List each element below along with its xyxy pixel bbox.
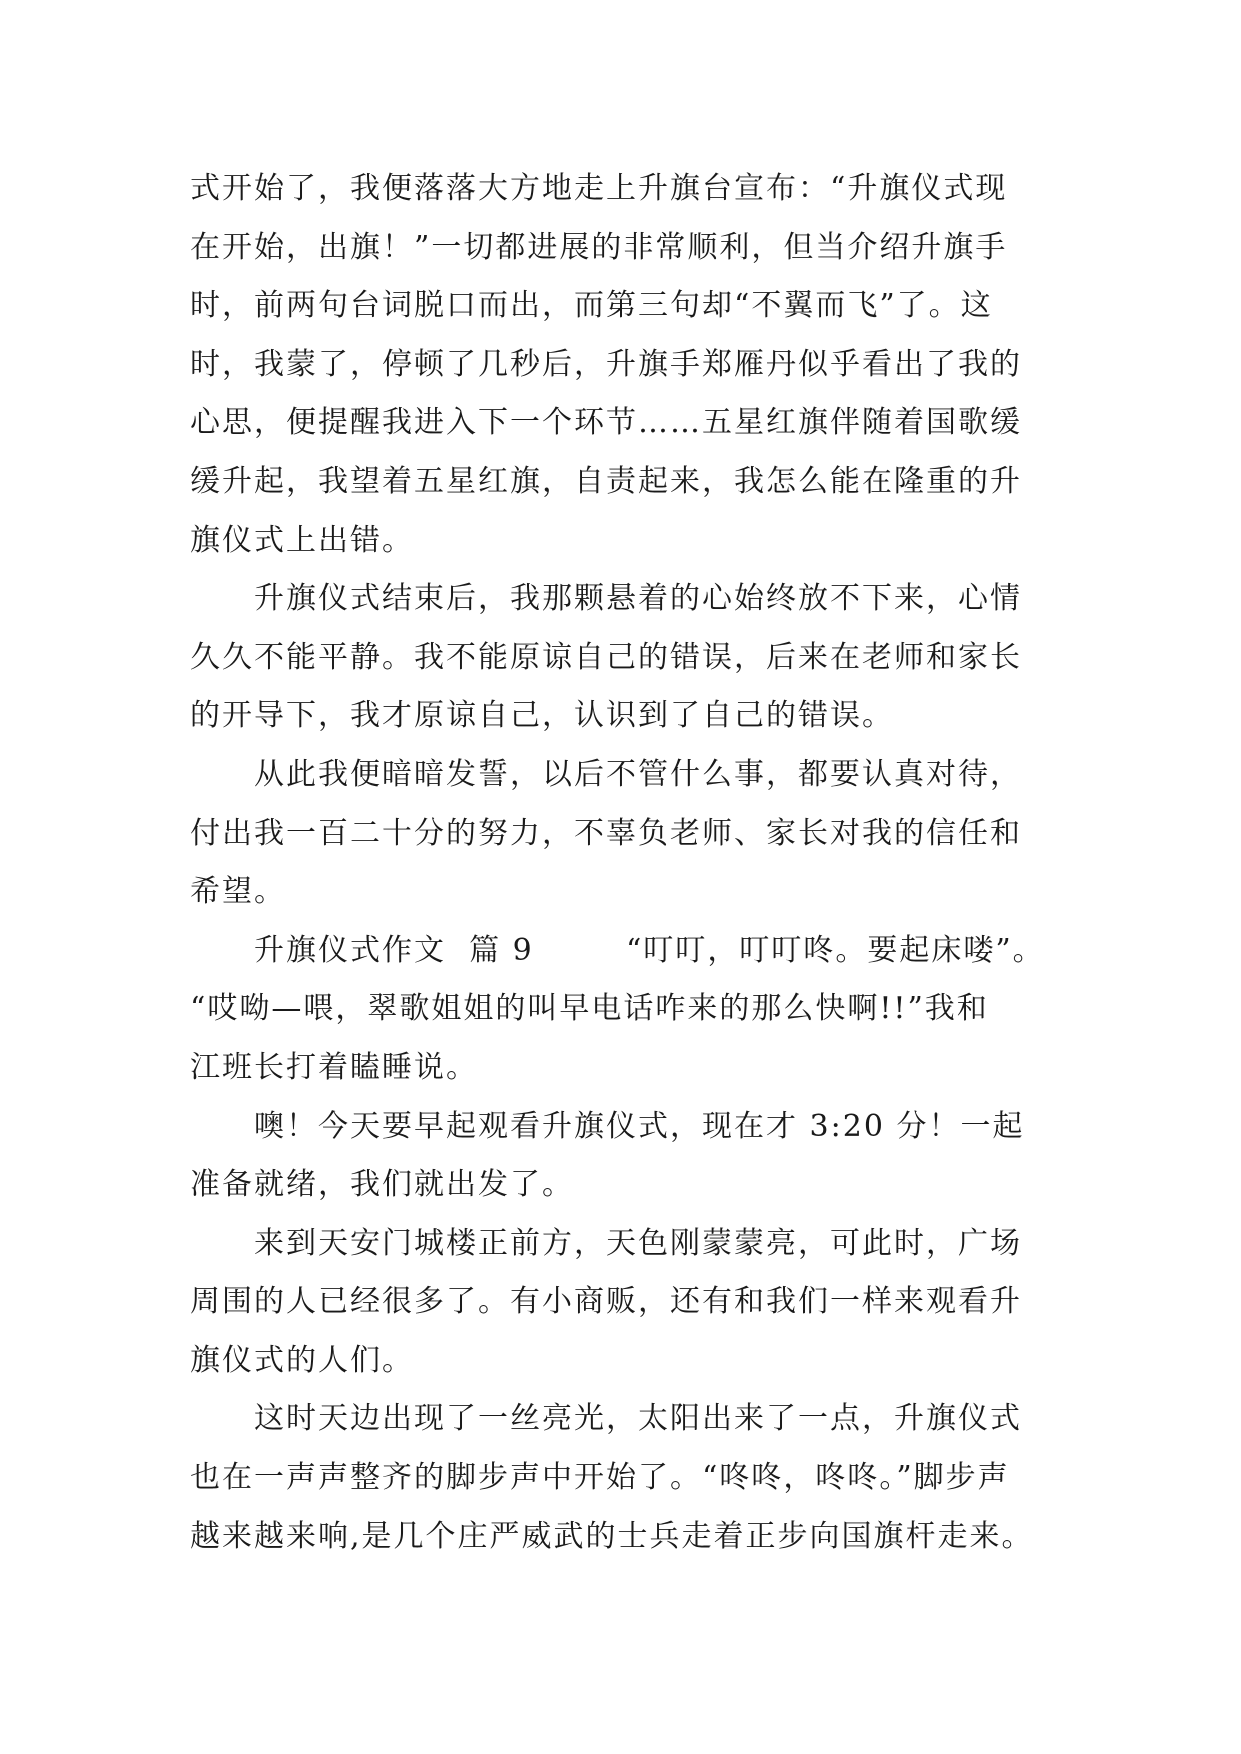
paragraph [190, 1390, 1070, 1566]
text-line: 希望。 [190, 874, 286, 910]
text-line: 来到天安门城楼正前方，天色刚蒙蒙亮，可此时，广场 [254, 1225, 1022, 1261]
text-line: 旗仪式上出错。 [190, 522, 414, 558]
text-line: 越来越来响,是几个庄严威武的士兵走着正步向国旗杆走来。 [190, 1518, 1034, 1554]
text-line: 时，我蒙了，停顿了几秒后，升旗手郑雁丹似乎看出了我的 [190, 346, 1022, 382]
text-line: 这时天边出现了一丝亮光，太阳出来了一点，升旗仪式 [254, 1401, 1022, 1437]
text-line: 也在一声声整齐的脚步声中开始了。“咚咚，咚咚。”脚步声 [190, 1460, 1010, 1496]
text-line: 从此我便暗暗发誓，以后不管什么事，都要认真对待， [254, 756, 1022, 792]
text-line: 在开始，出旗！”一切都进展的非常顺利，但当介绍升旗手 [190, 229, 1008, 265]
text-line: 准备就绪，我们就出发了。 [190, 1167, 574, 1203]
paragraph [190, 570, 1070, 746]
text-line: 心思，便提醒我进入下一个环节……五星红旗伴随着国歌缓 [190, 405, 1022, 441]
text-line: 升旗仪式作文 篇 9 “叮叮，叮叮咚。要起床喽”。 [254, 932, 1045, 968]
paragraph [190, 746, 1070, 922]
text-line: 升旗仪式结束后，我那颗悬着的心始终放不下来，心情 [254, 581, 1022, 617]
text-line: 江班长打着瞌睡说。 [190, 1049, 478, 1085]
paragraph [190, 922, 1070, 1098]
paragraph [190, 1098, 1070, 1215]
text-line: 付出我一百二十分的努力，不辜负老师、家长对我的信任和 [190, 815, 1022, 851]
document-body [190, 160, 1070, 1566]
text-line: 周围的人已经很多了。有小商贩，还有和我们一样来观看升 [190, 1284, 1022, 1320]
paragraph [190, 1215, 1070, 1391]
text-line: 噢！今天要早起观看升旗仪式，现在才 3:20 分！一起 [254, 1108, 1025, 1144]
text-line: 的开导下，我才原谅自己，认识到了自己的错误。 [190, 698, 894, 734]
paragraph [190, 160, 1070, 570]
text-line: 缓升起，我望着五星红旗，自责起来，我怎么能在隆重的升 [190, 463, 1022, 499]
text-line: “哎呦—喂，翠歌姐姐的叫早电话咋来的那么快啊!!”我和 [190, 991, 989, 1027]
text-line: 时，前两句台词脱口而出，而第三句却“不翼而飞”了。这 [190, 288, 993, 324]
text-line: 久久不能平静。我不能原谅自己的错误，后来在老师和家长 [190, 639, 1022, 675]
text-line: 旗仪式的人们。 [190, 1342, 414, 1378]
text-line: 式开始了，我便落落大方地走上升旗台宣布：“升旗仪式现 [190, 171, 1008, 206]
